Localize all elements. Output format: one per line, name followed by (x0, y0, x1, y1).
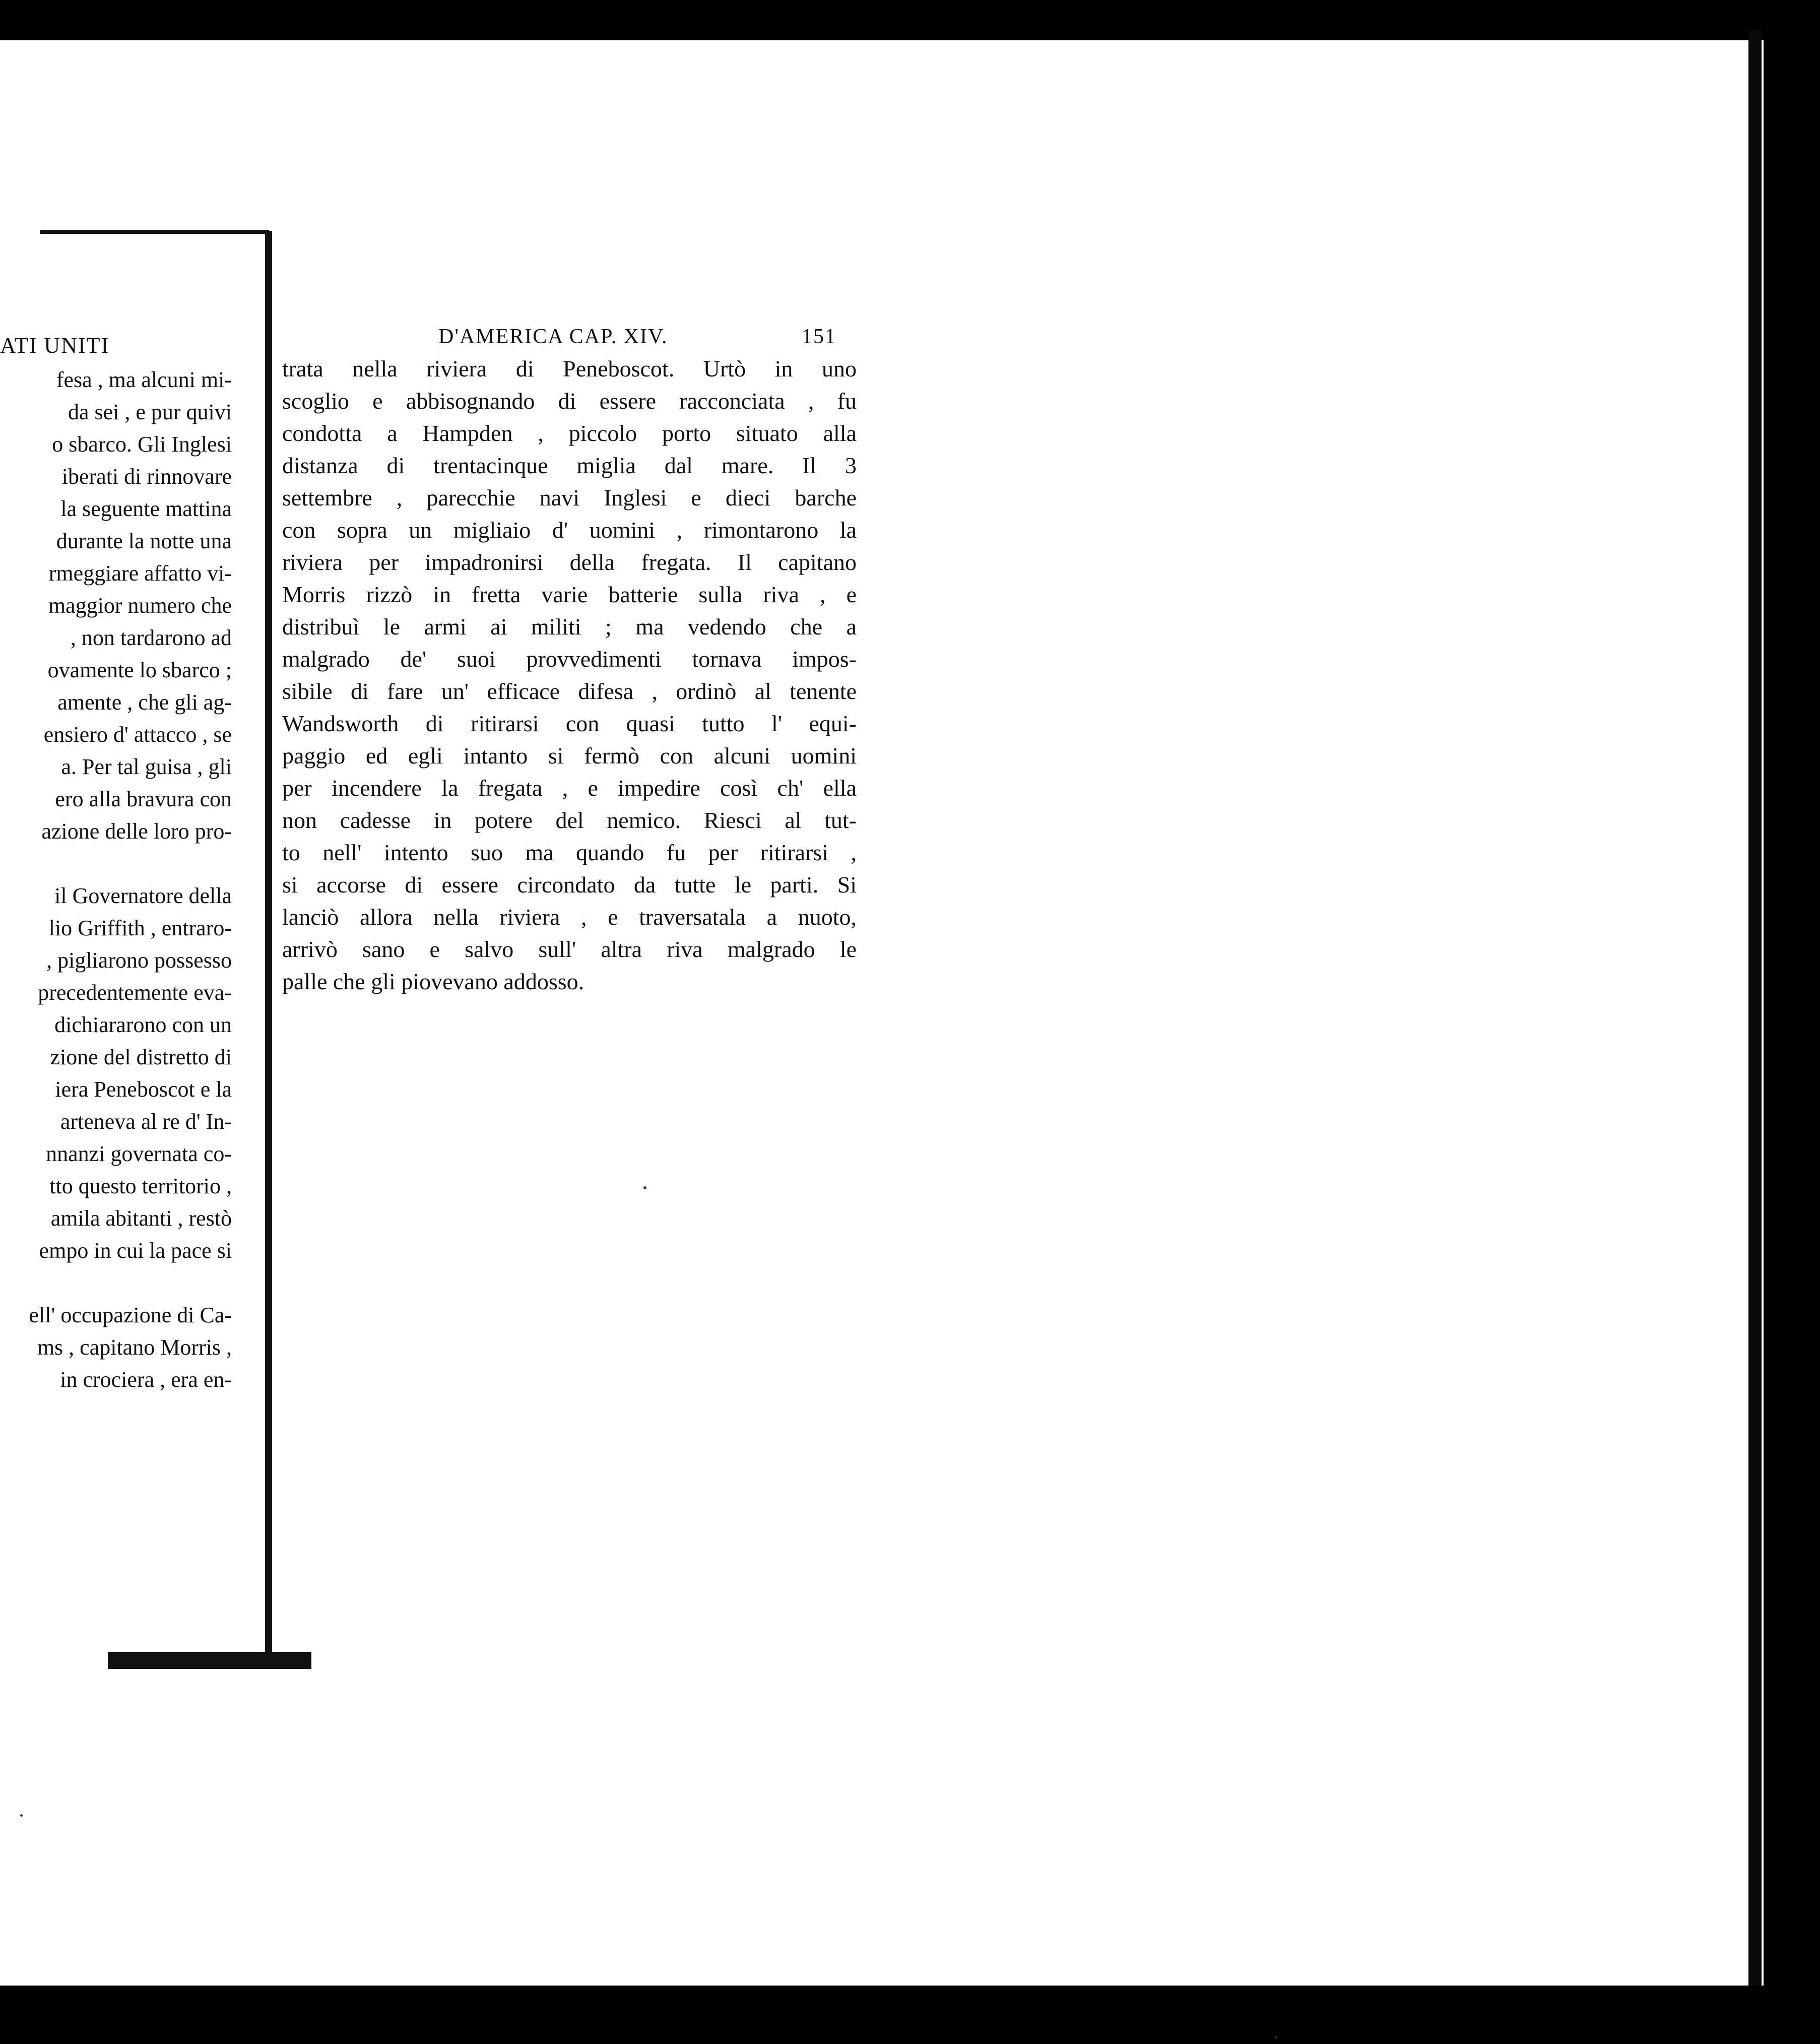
left-text-line: durante la notte una (56, 529, 232, 553)
text-line: settembre , parecchie navi Inglesi e dieci barche (282, 485, 857, 510)
left-text-line: la seguente mattina (60, 496, 232, 521)
left-text-line: da sei , e pur quivi (68, 400, 232, 424)
left-text-line: lio Griffith , entraro- (48, 916, 232, 940)
left-text-line: ero alla bravura con (55, 787, 232, 811)
left-text-line: in crociera , era en- (60, 1367, 232, 1392)
text-line: non cadesse in potere del nemico. Riesci al tut- (282, 807, 857, 833)
left-text-line: ms , capitano Morris , (37, 1335, 232, 1360)
left-page-fragment (0, 0, 262, 2044)
left-text-line: ell' occupazione di Ca- (29, 1303, 232, 1327)
left-text-line: rmeggiare affatto vi- (48, 561, 232, 586)
left-text-line: ovamente lo sbarco ; (47, 658, 232, 682)
text-line: sibile di fare un' efficace difesa , ordinò al tenente (282, 678, 857, 704)
text-line: riviera per impadronirsi della fregata. Il capitano (282, 549, 857, 575)
left-text-line: zione del distretto di (50, 1045, 232, 1069)
left-text-line: precedentemente eva- (38, 980, 232, 1005)
left-text-line: tto questo territorio , (49, 1174, 232, 1198)
text-line: Wandsworth di ritirarsi con quasi tutto l' equi- (282, 711, 857, 736)
text-line: per incendere la fregata , e impedire così ch' ella (282, 775, 857, 801)
text-line: condotta a Hampden , piccolo porto situato alla (282, 420, 857, 446)
left-text-line: a. Per tal guisa , gli (61, 754, 232, 779)
left-text-line: empo in cui la pace si (39, 1238, 232, 1263)
left-text-line: nnanzi governata co- (46, 1141, 232, 1166)
text-line: malgrado de' suoi provvedimenti tornava impos- (282, 646, 857, 672)
binding-bottom-bar (108, 1652, 311, 1669)
running-head (438, 325, 852, 355)
text-line: trata nella riviera di Peneboscot. Urtò in uno (282, 356, 857, 381)
body-text (282, 353, 857, 998)
text-line: arrivò sano e salvo sull' altra riva malgrado le (282, 936, 857, 962)
right-page (282, 0, 887, 2044)
left-text-line: arteneva al re d' In- (60, 1109, 232, 1134)
left-text-line: maggior numero che (48, 593, 232, 618)
text-line: to nell' intento suo ma quando fu per ritirarsi , (282, 840, 857, 865)
left-text-line: ensiero d' attacco , se (43, 722, 232, 747)
binding-vertical-rule (265, 231, 272, 1657)
text-line: palle che gli piovevano addosso. (282, 969, 584, 994)
left-text-line: azione delle loro pro- (41, 819, 232, 844)
speck (1275, 2036, 1277, 2038)
text-line: Morris rizzò in fretta varie batterie sulla riva , e (282, 582, 857, 607)
page-number: 151 (802, 325, 836, 348)
text-line: lanciò allora nella riviera , e traversatala a nuoto, (282, 904, 857, 930)
left-text-line: iera Peneboscot e la (55, 1077, 232, 1102)
left-text-line: amente , che gli ag- (57, 690, 232, 715)
text-line: distanza di trentacinque miglia dal mare. Il 3 (282, 453, 857, 478)
speck (20, 1814, 23, 1817)
text-line: paggio ed egli intanto si fermò con alcuni uomini (282, 743, 857, 769)
left-text-line: , pigliarono possesso (46, 948, 232, 973)
left-text-line: dichiararono con un (54, 1012, 232, 1037)
left-text-line: il Governatore della (54, 883, 232, 908)
left-running-head: ATI UNITI (0, 333, 110, 358)
left-text-line: fesa , ma alcuni mi- (56, 367, 232, 392)
binding-top-rule (40, 230, 269, 234)
scan-border (1764, 60, 1820, 1996)
page-edge-shadow (1748, 30, 1762, 1986)
left-text-line: o sbarco. Gli Inglesi (52, 432, 232, 457)
left-text-line: , non tardarono ad (70, 625, 232, 650)
text-line: si accorse di essere circondato da tutte le parti. Si (282, 872, 857, 898)
speck (643, 1186, 646, 1189)
left-text-line: iberati di rinnovare (61, 464, 232, 489)
text-line: distribuì le armi ai militi ; ma vedendo che a (282, 614, 857, 640)
left-text-line: amila abitanti , restò (50, 1206, 232, 1231)
text-line: scoglio e abbisognando di essere racconciata , fu (282, 388, 857, 414)
running-title: D'AMERICA CAP. XIV. (438, 325, 668, 348)
text-line: con sopra un migliaio d' uomini , rimontarono la (282, 517, 857, 543)
